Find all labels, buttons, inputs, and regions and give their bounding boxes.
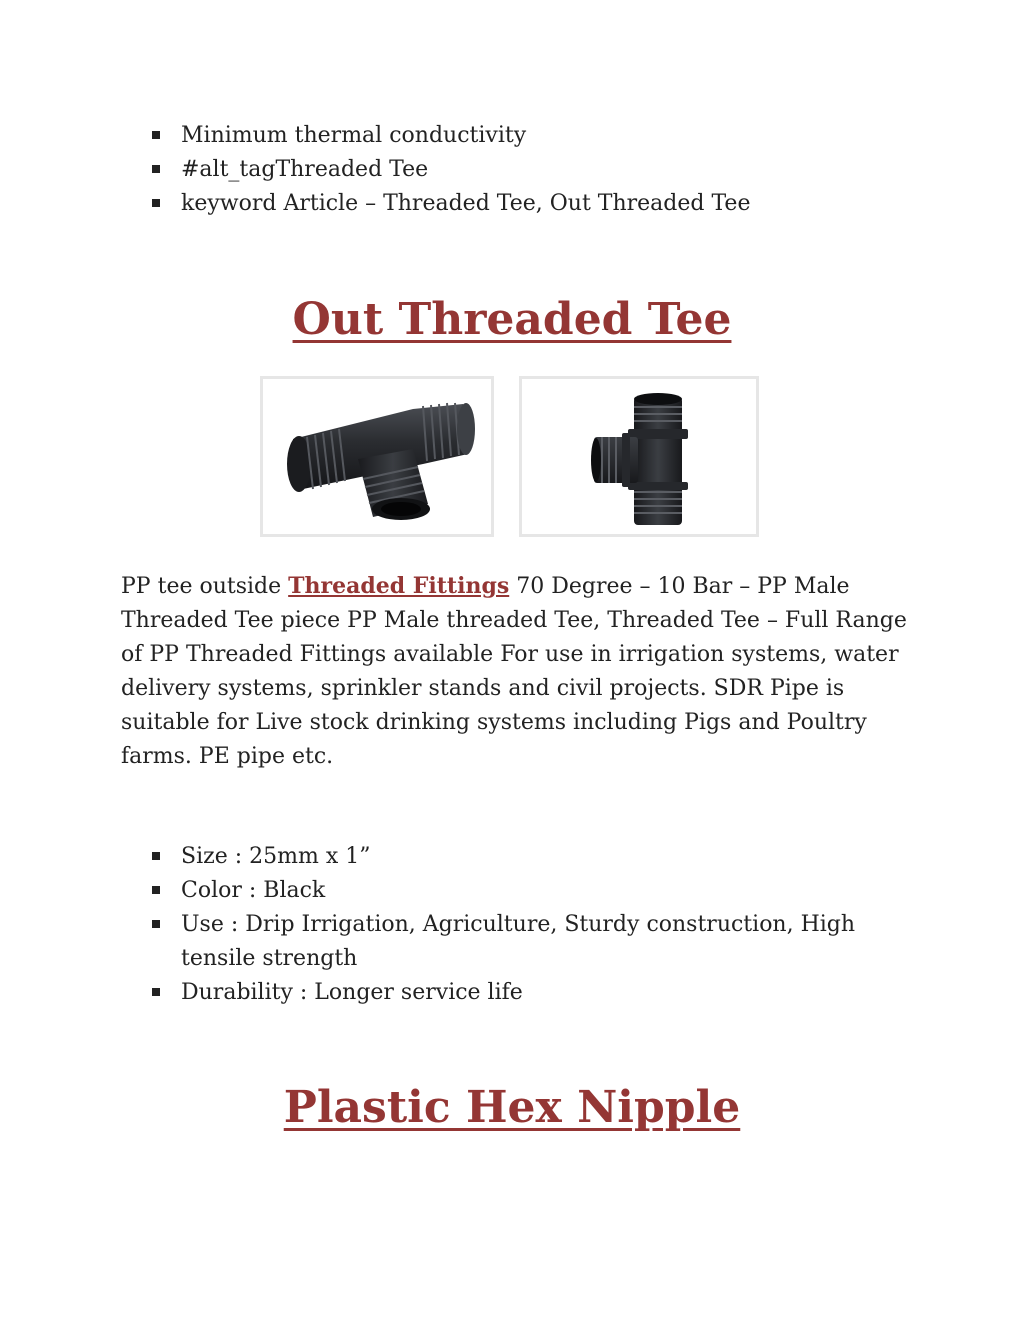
- spec-size: Size : 25mm x 1”: [181, 844, 371, 869]
- description-text-rest: 70 Degree – 10 Bar – PP Male Threaded Tee piece PP Male threaded Tee, Threaded Tee – Full Range of PP Threaded Fittings available For use in irrigation systems, water delivery systems, sprinkler stands and civil projects. SDR Pipe is suitable for Live stock drinking systems including Pigs and Poultry farms. PE pipe etc.: [121, 574, 907, 769]
- list-item: [152, 874, 912, 908]
- list-item-text: Minimum thermal conductivity: [181, 123, 527, 148]
- spec-color: Color : Black: [181, 878, 326, 903]
- square-bullet-icon: [152, 131, 160, 139]
- list-item-text: #alt_tagThreaded Tee: [181, 157, 429, 182]
- list-item: [152, 153, 912, 187]
- threaded-tee-side-image: [263, 379, 491, 534]
- square-bullet-icon: [152, 988, 160, 996]
- product-photo-tee-front: [519, 376, 759, 537]
- section-heading-text: Out Threaded Tee: [292, 294, 732, 345]
- product-description: [121, 569, 911, 774]
- square-bullet-icon: [152, 920, 160, 928]
- list-item: [152, 187, 912, 221]
- square-bullet-icon: [152, 886, 160, 894]
- keyword-bullet-list: [152, 119, 912, 221]
- list-item: [152, 119, 912, 153]
- list-item: [152, 976, 912, 1010]
- square-bullet-icon: [152, 199, 160, 207]
- threaded-fittings-link[interactable]: Threaded Fittings: [288, 573, 510, 599]
- spec-bullet-list: [152, 840, 912, 1010]
- list-item: [152, 908, 912, 976]
- square-bullet-icon: [152, 165, 160, 173]
- threaded-tee-front-image: [522, 379, 756, 534]
- spec-durability: Durability : Longer service life: [181, 980, 523, 1005]
- product-photo-tee-side: [260, 376, 494, 537]
- section-heading-text: Plastic Hex Nipple: [283, 1082, 741, 1133]
- section-heading-plastic-hex-nipple: [0, 1080, 1024, 1136]
- list-item-text: keyword Article – Threaded Tee, Out Threaded Tee: [181, 191, 751, 216]
- spec-use: Use : Drip Irrigation, Agriculture, Sturdy construction, High tensile strength: [181, 912, 856, 971]
- description-text-start: PP tee outside: [121, 574, 289, 599]
- square-bullet-icon: [152, 852, 160, 860]
- list-item: [152, 840, 912, 874]
- section-heading-out-threaded-tee: [0, 292, 1024, 348]
